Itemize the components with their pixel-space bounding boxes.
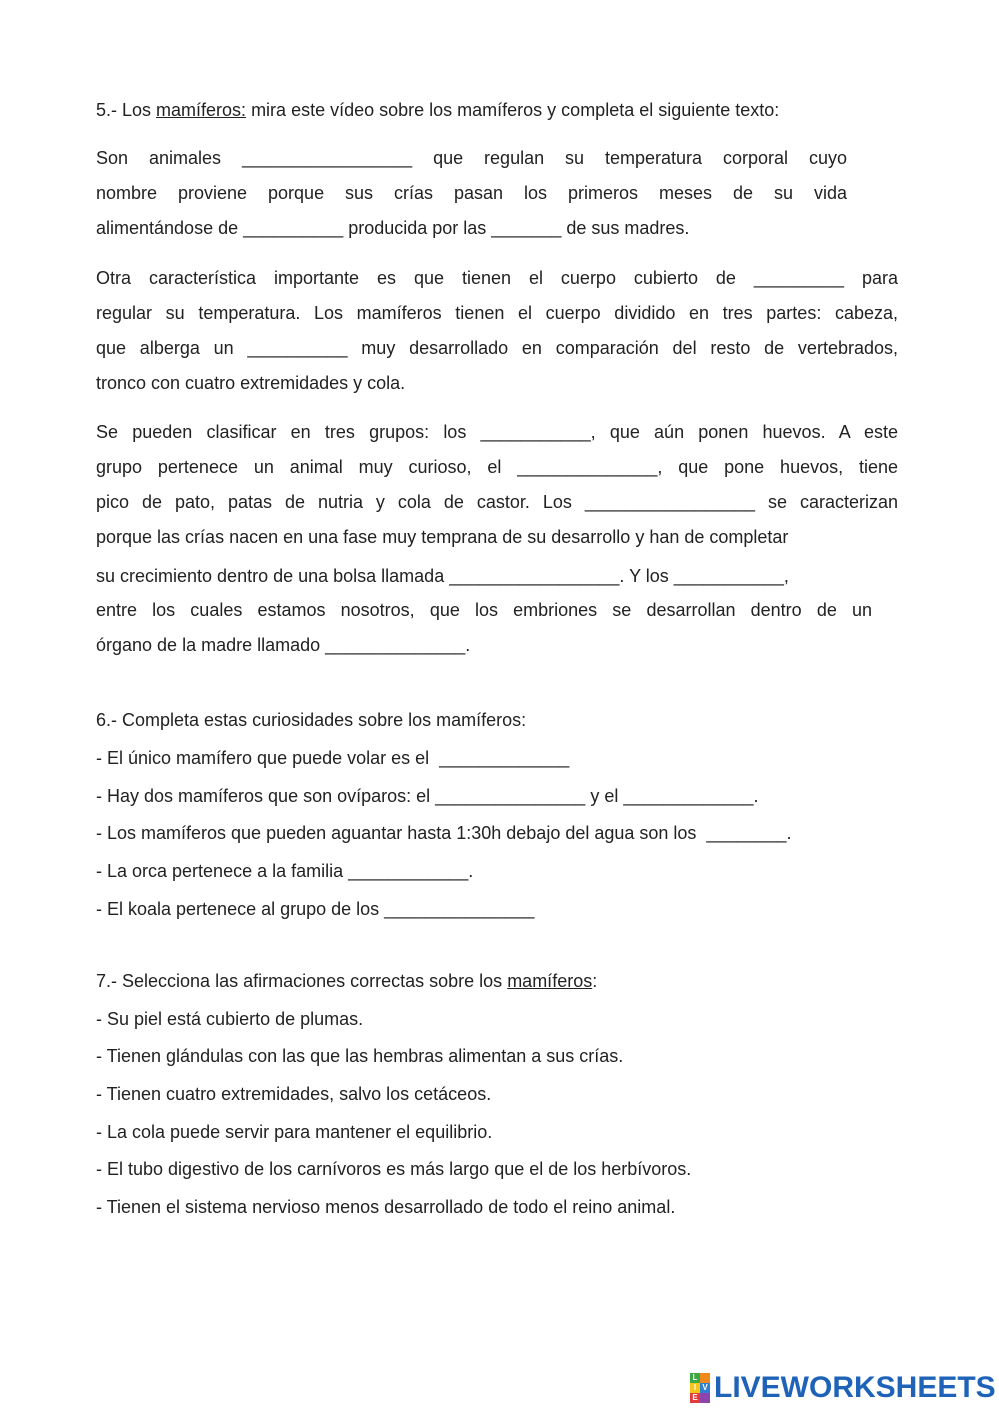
mamiferos-link[interactable]: mamíferos: (156, 100, 247, 120)
s5-p3-line-7: órgano de la madre llamado ______________. (96, 635, 471, 655)
s5-p1-line-2: nombre proviene porque sus crías pasan los primeros meses de su vida (96, 183, 847, 203)
s5-p3-line-3: pico de pato, patas de nutria y cola de castor. Los _________________ se caracterizan (96, 492, 898, 512)
s7-item-6[interactable]: - Tienen el sistema nervioso menos desarrollado de todo el reino animal. (96, 1197, 676, 1217)
liveworksheets-logo (690, 1370, 996, 1406)
s5-p3-line-4: porque las crías nacen en una fase muy temprana de su desarrollo y han de completar (96, 527, 789, 547)
s6-item-3: - Los mamíferos que pueden aguantar hasta 1:30h debajo del agua son los ________. (96, 823, 792, 843)
section7-title: 7.- Selecciona las afirmaciones correctas sobre los mamíferos: (96, 971, 598, 991)
s6-item-1: - El único mamífero que puede volar es el _____________ (96, 748, 570, 768)
s7-item-5[interactable]: - El tubo digestivo de los carnívoros es más largo que el de los herbívoros. (96, 1159, 692, 1179)
s7-item-3[interactable]: - Tienen cuatro extremidades, salvo los cetáceos. (96, 1084, 492, 1104)
liveworksheets-mark-icon: L I V E (690, 1373, 710, 1403)
s5-p2-line-2: regular su temperatura. Los mamíferos tienen el cuerpo dividido en tres partes: cabeza, (96, 303, 898, 323)
s5-p2-line-1: Otra característica importante es que tienen el cuerpo cubierto de _________ para (96, 268, 898, 288)
s7-item-4[interactable]: - La cola puede servir para mantener el equilibrio. (96, 1122, 493, 1142)
s7-item-1[interactable]: - Su piel está cubierto de plumas. (96, 1009, 364, 1029)
section6-title: 6.- Completa estas curiosidades sobre los mamíferos: (96, 710, 527, 730)
s6-item-4: - La orca pertenece a la familia ____________. (96, 861, 474, 881)
s5-p2-line-4: tronco con cuatro extremidades y cola. (96, 373, 406, 393)
s5-p3-line-6: entre los cuales estamos nosotros, que los embriones se desarrollan dentro de un (96, 600, 872, 620)
s6-item-5: - El koala pertenece al grupo de los _______________ (96, 899, 535, 919)
s5-p3-line-2: grupo pertenece un animal muy curioso, el ______________, que pone huevos, tiene (96, 457, 898, 477)
mamiferos-link-2[interactable]: mamíferos (507, 971, 593, 991)
s7-item-2[interactable]: - Tienen glándulas con las que las hembras alimentan a sus crías. (96, 1046, 624, 1066)
s5-p3-line-5: su crecimiento dentro de una bolsa llamada _________________. Y los ___________, (96, 566, 789, 586)
liveworksheets-text: LIVEWORKSHEETS (714, 1371, 996, 1404)
s5-p1-line-1: Son animales _________________ que regulan su temperatura corporal cuyo (96, 148, 847, 168)
s6-item-2: - Hay dos mamíferos que son ovíparos: el _______________ y el _____________. (96, 786, 759, 806)
s5-p3-line-1: Se pueden clasificar en tres grupos: los ___________, que aún ponen huevos. A este (96, 422, 898, 442)
section5-title: 5.- Los mamíferos: mira este vídeo sobre los mamíferos y completa el siguiente texto: (96, 100, 780, 120)
s5-p1-line-3: alimentándose de __________ producida por las _______ de sus madres. (96, 218, 690, 238)
s5-p2-line-3: que alberga un __________ muy desarrollado en comparación del resto de vertebrados, (96, 338, 898, 358)
